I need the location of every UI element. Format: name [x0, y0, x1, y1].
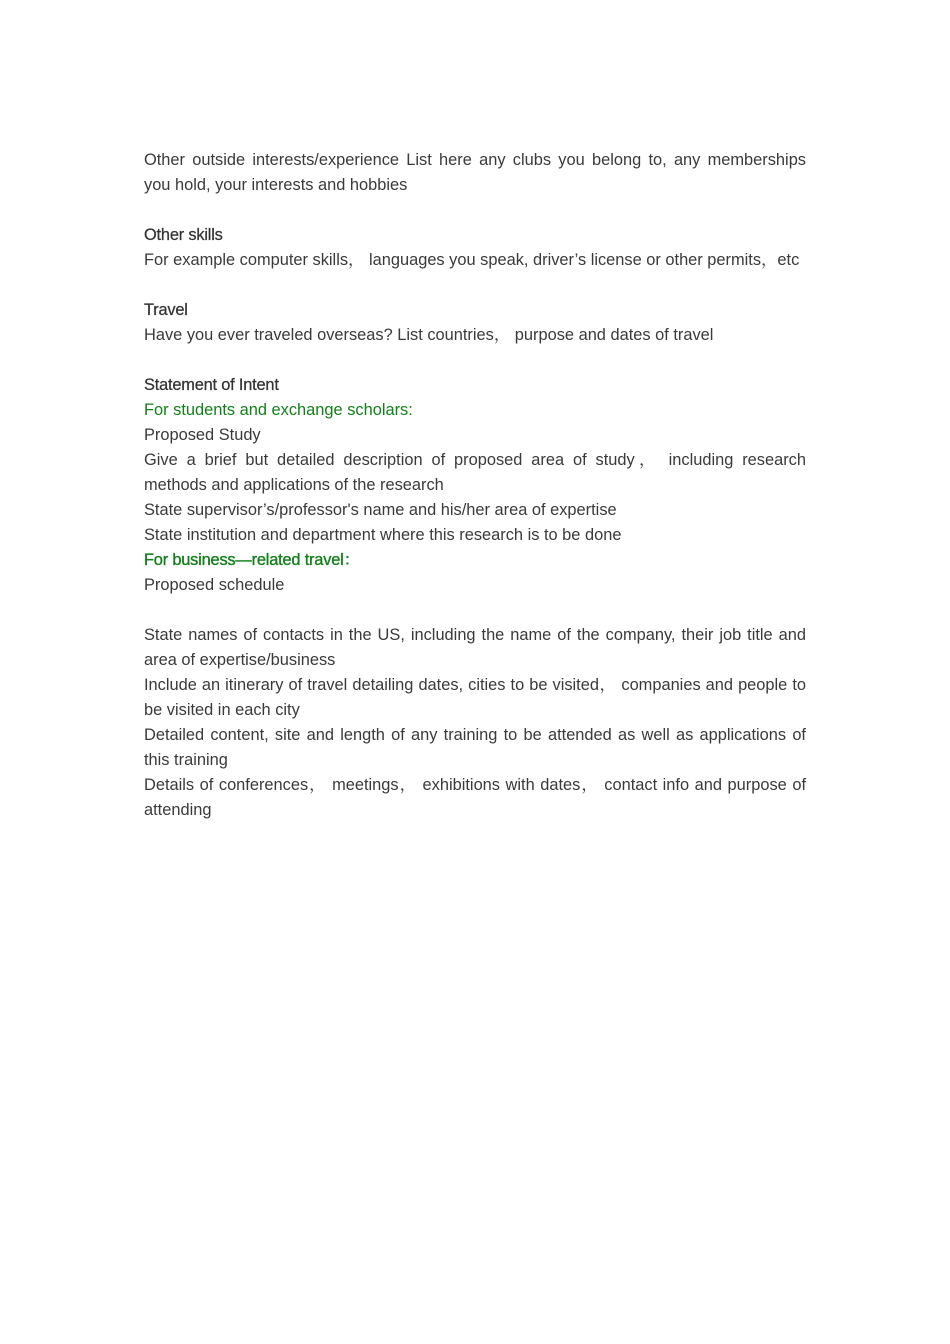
proposed-schedule-label: Proposed schedule: [144, 576, 285, 594]
supervisor-text: State supervisor’s/professor's name and his/her area of expertise: [144, 501, 617, 519]
training-text: Detailed content, site and length of any training to be attended as well as applications of this training: [144, 726, 806, 769]
other-skills-heading: Other skills: [144, 226, 223, 244]
itinerary-text: Include an itinerary of travel detailing dates, cities to be visited， companies and people to be visited in each city: [144, 676, 806, 719]
document-page: [144, 148, 806, 823]
spacer: [144, 273, 806, 298]
study-description-text: Give a brief but detailed description of proposed area of study， including research methods and applications of the research: [144, 451, 806, 494]
statement-of-intent-heading: Statement of Intent: [144, 376, 279, 394]
institution-text: State institution and department where this research is to be done: [144, 526, 622, 544]
other-skills-text: For example computer skills， languages you speak, driver’s license or other permits，etc: [144, 251, 800, 269]
spacer: [144, 598, 806, 623]
travel-heading: Travel: [144, 301, 188, 319]
travel-text: Have you ever traveled overseas? List countries， purpose and dates of travel: [144, 326, 714, 344]
spacer: [144, 348, 806, 373]
conferences-text: Details of conferences， meetings， exhibitions with dates， contact info and purpose of attending: [144, 776, 806, 819]
students-label: For students and exchange scholars:: [144, 401, 413, 419]
spacer: [144, 198, 806, 223]
proposed-study-label: Proposed Study: [144, 426, 261, 444]
business-label: For business—related travel：: [144, 551, 360, 569]
outside-interests-text: Other outside interests/experience List here any clubs you belong to, any memberships you hold, your interests and hobbies: [144, 151, 806, 194]
contacts-text: State names of contacts in the US, including the name of the company, their job title and area of expertise/business: [144, 626, 806, 669]
